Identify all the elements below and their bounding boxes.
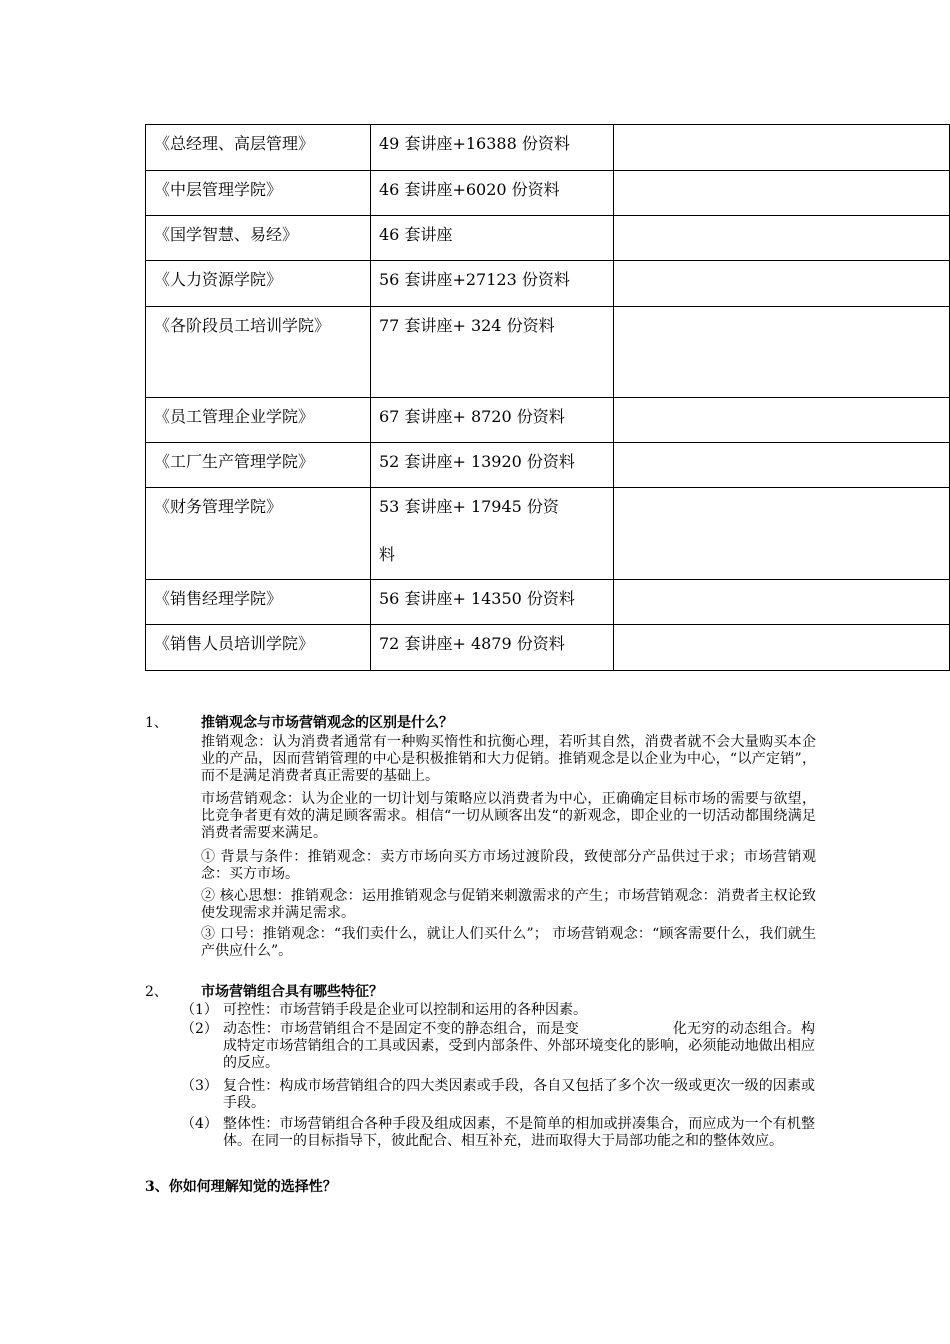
q1-paragraph-sales-concept: 推销观念：认为消费者通常有一种购买惰性和抗衡心理，若听其自然，消费者就不会大量购买本企业的产品，因而营销管理的中心是积极推销和大力促销。推销观念是以企业为中心，“以产定销”，而不是满足消费者真正需要的基础上。 (201, 734, 816, 784)
q1-paragraph-marketing-concept: 市场营销观念：认为企业的一切计划与策略应以消费者为中心，正确确定目标市场的需要与欲望，比竞争者更有效的满足顾客需求。相信“一切从顾客出发“的新观念，即企业的一切活动都围绕满足消费者需要来满足。 (201, 791, 816, 841)
q2-item-number: （1） (181, 1002, 218, 1018)
course-name: 《财务管理学院》 (146, 488, 371, 580)
course-name: 《员工管理企业学院》 (146, 398, 371, 443)
course-extra (614, 171, 950, 216)
course-name: 《中层管理学院》 (146, 171, 371, 216)
table-row (146, 307, 950, 398)
course-detail: 77 套讲座+ 324 份资料 (371, 307, 614, 398)
table-row (146, 261, 950, 307)
resource-table (145, 124, 950, 671)
course-detail: 46 套讲座 (371, 216, 614, 261)
course-extra (614, 625, 950, 671)
question-1-number: 1、 (145, 715, 168, 731)
q2-item-integrity: 整体性：市场营销组合各种手段及组成因素，不是简单的相加或拼凑集合，而应成为一个有机整体。在同一的目标指导下，彼此配合、相互补充，进而取得大于局部功能之和的整体效应。 (223, 1116, 815, 1149)
course-name: 《各阶段员工培训学院》 (146, 307, 371, 398)
question-1-title: 推销观念与市场营销观念的区别是什么？ (201, 715, 453, 731)
course-detail: 56 套讲座+ 14350 份资料 (371, 580, 614, 625)
table-row (146, 488, 950, 580)
course-extra (614, 125, 950, 171)
q2-item-number: （2） (181, 1021, 218, 1037)
course-detail: 72 套讲座+ 4879 份资料 (371, 625, 614, 671)
course-extra (614, 261, 950, 307)
course-name: 《人力资源学院》 (146, 261, 371, 307)
table-row (146, 171, 950, 216)
table-row (146, 398, 950, 443)
course-name: 《国学智慧、易经》 (146, 216, 371, 261)
course-extra (614, 216, 950, 261)
course-extra (614, 398, 950, 443)
table-row (146, 125, 950, 171)
q2-item-dynamics: 动态性：市场营销组合不是固定不变的静态组合，而是变 化无穷的动态组合。构成特定市场营销组合的工具或因素，受到内部条件、外部环境变化的影响，必须能动地做出相应的反应。 (223, 1021, 815, 1071)
question-2-number: 2、 (145, 984, 168, 1000)
course-detail: 67 套讲座+ 8720 份资料 (371, 398, 614, 443)
course-name: 《总经理、高层管理》 (146, 125, 371, 171)
course-extra (614, 307, 950, 398)
q2-item-controllability: 可控性：市场营销手段是企业可以控制和运用的各种因素。 (223, 1002, 587, 1018)
course-extra (614, 443, 950, 488)
course-name: 《销售人员培训学院》 (146, 625, 371, 671)
q2-item-composite: 复合性：构成市场营销组合的四大类因素或手段，各自又包括了多个次一级或更次一级的因素或手段。 (223, 1078, 815, 1111)
course-detail: 49 套讲座+16388 份资料 (371, 125, 614, 171)
table-row (146, 580, 950, 625)
q2-item-number: （3） (181, 1078, 218, 1094)
course-detail: 46 套讲座+6020 份资料 (371, 171, 614, 216)
q1-point-background: ① 背景与条件：推销观念：卖方市场向买方市场过渡阶段，致使部分产品供过于求；市场营销观念：买方市场。 (201, 849, 816, 882)
course-detail: 56 套讲座+27123 份资料 (371, 261, 614, 307)
table-row (146, 443, 950, 488)
question-2-title: 市场营销组合具有哪些特征？ (201, 984, 383, 1000)
course-detail: 53 套讲座+ 17945 份资料 (371, 488, 614, 580)
course-name: 《工厂生产管理学院》 (146, 443, 371, 488)
course-detail: 52 套讲座+ 13920 份资料 (371, 443, 614, 488)
course-extra (614, 580, 950, 625)
course-name: 《销售经理学院》 (146, 580, 371, 625)
question-3-title: 3、你如何理解知觉的选择性？ (145, 1179, 337, 1195)
table-row (146, 625, 950, 671)
course-extra (614, 488, 950, 580)
q1-point-slogan: ③ 口号：推销观念：“我们卖什么，就让人们买什么”； 市场营销观念：“顾客需要什么，我们就生产供应什么”。 (201, 926, 816, 959)
q1-point-core-idea: ② 核心思想：推销观念：运用推销观念与促销来刺激需求的产生；市场营销观念：消费者主权论致使发现需求并满足需求。 (201, 888, 816, 921)
table-row (146, 216, 950, 261)
q2-item-number: （4） (181, 1116, 218, 1132)
